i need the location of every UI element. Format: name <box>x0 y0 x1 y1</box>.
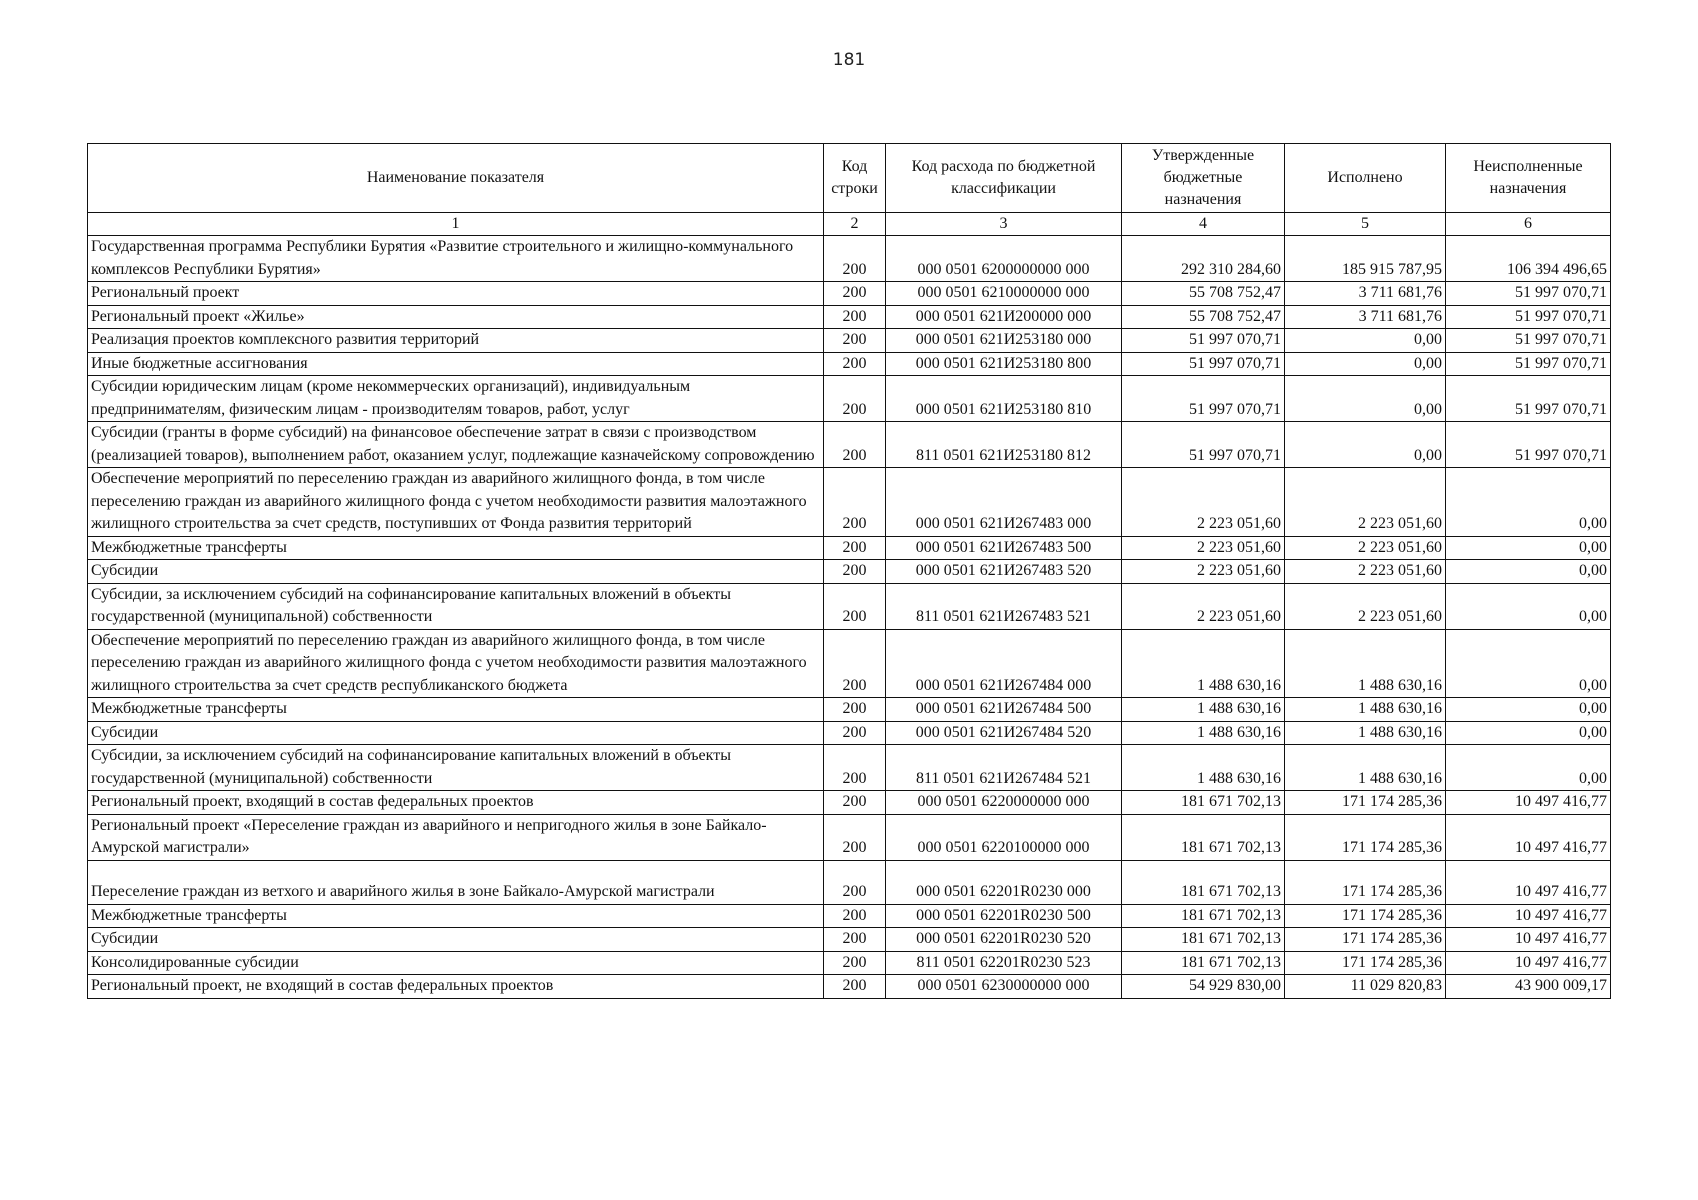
row-budget-code: 000 0501 621И253180 000 <box>886 329 1122 353</box>
row-budget-code: 000 0501 6220000000 000 <box>886 791 1122 815</box>
table-row <box>88 629 1611 698</box>
header-line-code: Код строки <box>824 144 886 213</box>
row-executed-amount: 0,00 <box>1285 422 1446 468</box>
row-line-code: 200 <box>824 860 886 904</box>
row-line-code: 200 <box>824 814 886 860</box>
row-approved-amount: 181 671 702,13 <box>1122 791 1285 815</box>
table-row <box>88 975 1611 999</box>
row-approved-amount: 181 671 702,13 <box>1122 860 1285 904</box>
row-executed-amount: 171 174 285,36 <box>1285 791 1446 815</box>
row-unexecuted-amount: 10 497 416,77 <box>1446 814 1611 860</box>
row-line-code: 200 <box>824 698 886 722</box>
row-budget-code: 811 0501 621И267484 521 <box>886 745 1122 791</box>
column-number: 5 <box>1285 213 1446 236</box>
row-unexecuted-amount: 51 997 070,71 <box>1446 352 1611 376</box>
row-unexecuted-amount: 0,00 <box>1446 560 1611 584</box>
header-indicator-name: Наименование показателя <box>88 144 824 213</box>
row-indicator-name: Субсидии (гранты в форме субсидий) на финансовое обеспечение затрат в связи с производством (реализацией товаров), выполнением работ, оказанием услуг, подлежащие казначейскому сопровождению <box>88 422 824 468</box>
row-line-code: 200 <box>824 928 886 952</box>
row-line-code: 200 <box>824 560 886 584</box>
row-budget-code: 811 0501 621И267483 521 <box>886 583 1122 629</box>
row-line-code: 200 <box>824 745 886 791</box>
row-budget-code: 000 0501 6230000000 000 <box>886 975 1122 999</box>
row-approved-amount: 1 488 630,16 <box>1122 745 1285 791</box>
row-unexecuted-amount: 0,00 <box>1446 745 1611 791</box>
row-indicator-name: Субсидии <box>88 721 824 745</box>
row-indicator-name: Региональный проект <box>88 282 824 306</box>
row-unexecuted-amount: 10 497 416,77 <box>1446 860 1611 904</box>
row-approved-amount: 55 708 752,47 <box>1122 305 1285 329</box>
row-approved-amount: 55 708 752,47 <box>1122 282 1285 306</box>
budget-execution-table <box>87 143 1611 999</box>
row-indicator-name: Межбюджетные трансферты <box>88 698 824 722</box>
row-indicator-name: Межбюджетные трансферты <box>88 536 824 560</box>
row-indicator-name: Субсидии, за исключением субсидий на софинансирование капитальных вложений в объекты государственной (муниципальной) собственности <box>88 745 824 791</box>
column-number: 3 <box>886 213 1122 236</box>
row-budget-code: 000 0501 621И253180 810 <box>886 376 1122 422</box>
row-budget-code: 000 0501 621И267484 500 <box>886 698 1122 722</box>
row-executed-amount: 1 488 630,16 <box>1285 745 1446 791</box>
row-executed-amount: 1 488 630,16 <box>1285 698 1446 722</box>
row-executed-amount: 2 223 051,60 <box>1285 468 1446 537</box>
row-line-code: 200 <box>824 376 886 422</box>
page-number: 181 <box>832 50 866 70</box>
row-line-code: 200 <box>824 583 886 629</box>
row-unexecuted-amount: 0,00 <box>1446 468 1611 537</box>
table-row <box>88 904 1611 928</box>
row-executed-amount: 171 174 285,36 <box>1285 814 1446 860</box>
row-executed-amount: 11 029 820,83 <box>1285 975 1446 999</box>
row-indicator-name: Государственная программа Республики Бурятия «Развитие строительного и жилищно-коммунального комплексов Республики Бурятия» <box>88 236 824 282</box>
row-indicator-name: Региональный проект, входящий в состав федеральных проектов <box>88 791 824 815</box>
row-executed-amount: 171 174 285,36 <box>1285 860 1446 904</box>
column-number: 4 <box>1122 213 1285 236</box>
row-approved-amount: 51 997 070,71 <box>1122 329 1285 353</box>
header-unexecuted: Неисполненные назначения <box>1446 144 1611 213</box>
table-row <box>88 745 1611 791</box>
row-unexecuted-amount: 10 497 416,77 <box>1446 904 1611 928</box>
row-approved-amount: 51 997 070,71 <box>1122 422 1285 468</box>
row-indicator-name: Субсидии юридическим лицам (кроме некоммерческих организаций), индивидуальным предпринимателям, физическим лицам - производителям товаров, работ, услуг <box>88 376 824 422</box>
row-line-code: 200 <box>824 791 886 815</box>
table-row <box>88 698 1611 722</box>
column-number: 1 <box>88 213 824 236</box>
table-row <box>88 468 1611 537</box>
row-unexecuted-amount: 51 997 070,71 <box>1446 305 1611 329</box>
row-indicator-name: Региональный проект «Переселение граждан из аварийного и непригодного жилья в зоне Байкало-Амурской магистрали» <box>88 814 824 860</box>
row-approved-amount: 1 488 630,16 <box>1122 629 1285 698</box>
header-approved: Утвержденные бюджетные назначения <box>1122 144 1285 213</box>
row-approved-amount: 2 223 051,60 <box>1122 560 1285 584</box>
column-number-row <box>88 213 1611 236</box>
row-line-code: 200 <box>824 422 886 468</box>
table-row <box>88 236 1611 282</box>
row-line-code: 200 <box>824 352 886 376</box>
row-budget-code: 000 0501 6220100000 000 <box>886 814 1122 860</box>
row-executed-amount: 3 711 681,76 <box>1285 282 1446 306</box>
table-row <box>88 860 1611 904</box>
row-approved-amount: 54 929 830,00 <box>1122 975 1285 999</box>
row-approved-amount: 2 223 051,60 <box>1122 468 1285 537</box>
row-approved-amount: 181 671 702,13 <box>1122 814 1285 860</box>
row-executed-amount: 0,00 <box>1285 329 1446 353</box>
row-approved-amount: 2 223 051,60 <box>1122 583 1285 629</box>
row-executed-amount: 2 223 051,60 <box>1285 560 1446 584</box>
table-row <box>88 329 1611 353</box>
row-indicator-name: Субсидии <box>88 560 824 584</box>
row-budget-code: 000 0501 621И253180 800 <box>886 352 1122 376</box>
row-unexecuted-amount: 51 997 070,71 <box>1446 329 1611 353</box>
column-number: 2 <box>824 213 886 236</box>
row-line-code: 200 <box>824 536 886 560</box>
row-unexecuted-amount: 51 997 070,71 <box>1446 422 1611 468</box>
table-row <box>88 352 1611 376</box>
row-indicator-name: Межбюджетные трансферты <box>88 904 824 928</box>
row-indicator-name: Иные бюджетные ассигнования <box>88 352 824 376</box>
row-approved-amount: 51 997 070,71 <box>1122 352 1285 376</box>
row-line-code: 200 <box>824 951 886 975</box>
row-executed-amount: 2 223 051,60 <box>1285 536 1446 560</box>
table-row <box>88 376 1611 422</box>
row-unexecuted-amount: 43 900 009,17 <box>1446 975 1611 999</box>
header-executed: Исполнено <box>1285 144 1446 213</box>
row-indicator-name: Субсидии, за исключением субсидий на софинансирование капитальных вложений в объекты государственной (муниципальной) собственности <box>88 583 824 629</box>
row-executed-amount: 0,00 <box>1285 376 1446 422</box>
row-line-code: 200 <box>824 721 886 745</box>
row-unexecuted-amount: 0,00 <box>1446 629 1611 698</box>
row-line-code: 200 <box>824 904 886 928</box>
row-indicator-name: Переселение граждан из ветхого и аварийного жилья в зоне Байкало-Амурской магистрали <box>88 860 824 904</box>
row-approved-amount: 1 488 630,16 <box>1122 698 1285 722</box>
row-indicator-name: Субсидии <box>88 928 824 952</box>
row-budget-code: 000 0501 62201R0230 500 <box>886 904 1122 928</box>
row-line-code: 200 <box>824 329 886 353</box>
table-row <box>88 721 1611 745</box>
table-body <box>88 236 1611 999</box>
row-unexecuted-amount: 51 997 070,71 <box>1446 282 1611 306</box>
row-approved-amount: 2 223 051,60 <box>1122 536 1285 560</box>
row-executed-amount: 1 488 630,16 <box>1285 721 1446 745</box>
column-number: 6 <box>1446 213 1611 236</box>
row-line-code: 200 <box>824 282 886 306</box>
row-budget-code: 000 0501 62201R0230 520 <box>886 928 1122 952</box>
table-row <box>88 951 1611 975</box>
row-unexecuted-amount: 106 394 496,65 <box>1446 236 1611 282</box>
table-row <box>88 422 1611 468</box>
row-executed-amount: 3 711 681,76 <box>1285 305 1446 329</box>
row-unexecuted-amount: 0,00 <box>1446 536 1611 560</box>
row-line-code: 200 <box>824 975 886 999</box>
table-row <box>88 814 1611 860</box>
row-executed-amount: 171 174 285,36 <box>1285 904 1446 928</box>
row-unexecuted-amount: 10 497 416,77 <box>1446 928 1611 952</box>
row-executed-amount: 171 174 285,36 <box>1285 951 1446 975</box>
row-indicator-name: Обеспечение мероприятий по переселению граждан из аварийного жилищного фонда, в том числе переселению граждан из аварийного жилищного фонда с учетом необходимости развития малоэтажного жилищного строительства за счет средств республиканского бюджета <box>88 629 824 698</box>
row-executed-amount: 185 915 787,95 <box>1285 236 1446 282</box>
table-row <box>88 928 1611 952</box>
row-line-code: 200 <box>824 629 886 698</box>
row-executed-amount: 1 488 630,16 <box>1285 629 1446 698</box>
table-row <box>88 791 1611 815</box>
header-budget-code: Код расхода по бюджетной классификации <box>886 144 1122 213</box>
row-executed-amount: 2 223 051,60 <box>1285 583 1446 629</box>
row-budget-code: 811 0501 621И253180 812 <box>886 422 1122 468</box>
row-budget-code: 000 0501 621И267484 520 <box>886 721 1122 745</box>
row-unexecuted-amount: 10 497 416,77 <box>1446 951 1611 975</box>
row-unexecuted-amount: 0,00 <box>1446 583 1611 629</box>
row-approved-amount: 181 671 702,13 <box>1122 928 1285 952</box>
row-line-code: 200 <box>824 236 886 282</box>
row-budget-code: 811 0501 62201R0230 523 <box>886 951 1122 975</box>
row-indicator-name: Региональный проект «Жилье» <box>88 305 824 329</box>
row-approved-amount: 181 671 702,13 <box>1122 904 1285 928</box>
row-budget-code: 000 0501 621И200000 000 <box>886 305 1122 329</box>
table-row <box>88 583 1611 629</box>
table-row <box>88 282 1611 306</box>
row-unexecuted-amount: 0,00 <box>1446 721 1611 745</box>
row-line-code: 200 <box>824 468 886 537</box>
row-approved-amount: 181 671 702,13 <box>1122 951 1285 975</box>
row-unexecuted-amount: 10 497 416,77 <box>1446 791 1611 815</box>
row-approved-amount: 292 310 284,60 <box>1122 236 1285 282</box>
table-row <box>88 305 1611 329</box>
row-indicator-name: Реализация проектов комплексного развития территорий <box>88 329 824 353</box>
row-approved-amount: 51 997 070,71 <box>1122 376 1285 422</box>
row-budget-code: 000 0501 621И267484 000 <box>886 629 1122 698</box>
row-budget-code: 000 0501 621И267483 520 <box>886 560 1122 584</box>
row-executed-amount: 0,00 <box>1285 352 1446 376</box>
row-indicator-name: Обеспечение мероприятий по переселению граждан из аварийного жилищного фонда, в том числе переселению граждан из аварийного жилищного фонда с учетом необходимости развития малоэтажного жилищного строительства за счет средств, поступивших от Фонда развития территорий <box>88 468 824 537</box>
row-executed-amount: 171 174 285,36 <box>1285 928 1446 952</box>
row-approved-amount: 1 488 630,16 <box>1122 721 1285 745</box>
row-indicator-name: Региональный проект, не входящий в состав федеральных проектов <box>88 975 824 999</box>
row-unexecuted-amount: 51 997 070,71 <box>1446 376 1611 422</box>
row-budget-code: 000 0501 621И267483 500 <box>886 536 1122 560</box>
row-indicator-name: Консолидированные субсидии <box>88 951 824 975</box>
row-budget-code: 000 0501 62201R0230 000 <box>886 860 1122 904</box>
row-unexecuted-amount: 0,00 <box>1446 698 1611 722</box>
row-budget-code: 000 0501 6200000000 000 <box>886 236 1122 282</box>
row-budget-code: 000 0501 6210000000 000 <box>886 282 1122 306</box>
table-header-row <box>88 144 1611 213</box>
table-row <box>88 560 1611 584</box>
table-row <box>88 536 1611 560</box>
row-line-code: 200 <box>824 305 886 329</box>
row-budget-code: 000 0501 621И267483 000 <box>886 468 1122 537</box>
